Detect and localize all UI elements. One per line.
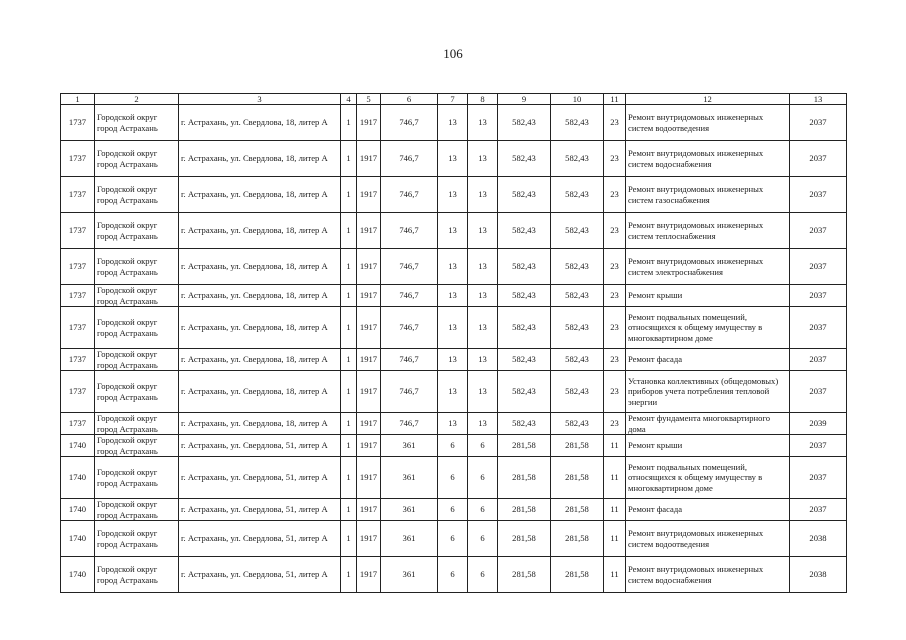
column-8-cell: 13 bbox=[468, 213, 498, 249]
column-10-cell: 582,43 bbox=[551, 249, 604, 285]
column-8-cell: 13 bbox=[468, 349, 498, 371]
record-number-cell: 1737 bbox=[61, 349, 95, 371]
work-type-cell: Ремонт подвальных помещений, относящихся к общему имуществу в многоквартирном доме bbox=[626, 457, 790, 499]
column-7-cell: 13 bbox=[438, 177, 468, 213]
column-10-cell: 281,58 bbox=[551, 457, 604, 499]
column-9-cell: 281,58 bbox=[498, 521, 551, 557]
column-header: 1 bbox=[61, 94, 95, 105]
due-year-cell: 2037 bbox=[790, 457, 847, 499]
due-year-cell: 2037 bbox=[790, 141, 847, 177]
table-row bbox=[61, 413, 847, 435]
address-cell: г. Астрахань, ул. Свердлова, 18, литер А bbox=[179, 213, 341, 249]
column-11-cell: 11 bbox=[604, 521, 626, 557]
district-cell: Городской округ город Астрахань bbox=[95, 521, 179, 557]
column-4-cell: 1 bbox=[341, 177, 357, 213]
column-7-cell: 13 bbox=[438, 105, 468, 141]
table-header bbox=[61, 94, 847, 105]
record-number-cell: 1737 bbox=[61, 213, 95, 249]
column-11-cell: 23 bbox=[604, 371, 626, 413]
due-year-cell: 2037 bbox=[790, 435, 847, 457]
column-4-cell: 1 bbox=[341, 457, 357, 499]
column-10-cell: 281,58 bbox=[551, 521, 604, 557]
column-11-cell: 23 bbox=[604, 105, 626, 141]
area-cell: 361 bbox=[381, 521, 438, 557]
due-year-cell: 2037 bbox=[790, 213, 847, 249]
due-year-cell: 2037 bbox=[790, 285, 847, 307]
column-header: 9 bbox=[498, 94, 551, 105]
area-cell: 746,7 bbox=[381, 249, 438, 285]
table-row bbox=[61, 521, 847, 557]
table-row bbox=[61, 499, 847, 521]
work-type-cell: Ремонт крыши bbox=[626, 285, 790, 307]
column-4-cell: 1 bbox=[341, 307, 357, 349]
column-7-cell: 6 bbox=[438, 435, 468, 457]
column-header: 10 bbox=[551, 94, 604, 105]
table-row bbox=[61, 105, 847, 141]
column-9-cell: 281,58 bbox=[498, 457, 551, 499]
column-7-cell: 13 bbox=[438, 307, 468, 349]
column-4-cell: 1 bbox=[341, 521, 357, 557]
column-9-cell: 582,43 bbox=[498, 213, 551, 249]
address-cell: г. Астрахань, ул. Свердлова, 51, литер А bbox=[179, 557, 341, 593]
record-number-cell: 1737 bbox=[61, 249, 95, 285]
area-cell: 361 bbox=[381, 557, 438, 593]
column-header: 12 bbox=[626, 94, 790, 105]
district-cell: Городской округ город Астрахань bbox=[95, 285, 179, 307]
column-11-cell: 23 bbox=[604, 349, 626, 371]
column-4-cell: 1 bbox=[341, 435, 357, 457]
column-8-cell: 6 bbox=[468, 435, 498, 457]
due-year-cell: 2037 bbox=[790, 105, 847, 141]
address-cell: г. Астрахань, ул. Свердлова, 18, литер А bbox=[179, 413, 341, 435]
year-cell: 1917 bbox=[357, 141, 381, 177]
table-row bbox=[61, 249, 847, 285]
address-cell: г. Астрахань, ул. Свердлова, 18, литер А bbox=[179, 285, 341, 307]
table-row bbox=[61, 435, 847, 457]
column-10-cell: 582,43 bbox=[551, 349, 604, 371]
column-8-cell: 13 bbox=[468, 307, 498, 349]
district-cell: Городской округ город Астрахань bbox=[95, 435, 179, 457]
column-8-cell: 6 bbox=[468, 521, 498, 557]
area-cell: 361 bbox=[381, 499, 438, 521]
due-year-cell: 2037 bbox=[790, 249, 847, 285]
column-9-cell: 281,58 bbox=[498, 557, 551, 593]
address-cell: г. Астрахань, ул. Свердлова, 51, литер А bbox=[179, 435, 341, 457]
due-year-cell: 2037 bbox=[790, 307, 847, 349]
address-cell: г. Астрахань, ул. Свердлова, 18, литер А bbox=[179, 105, 341, 141]
column-8-cell: 13 bbox=[468, 371, 498, 413]
column-9-cell: 582,43 bbox=[498, 371, 551, 413]
column-10-cell: 582,43 bbox=[551, 105, 604, 141]
address-cell: г. Астрахань, ул. Свердлова, 18, литер А bbox=[179, 141, 341, 177]
year-cell: 1917 bbox=[357, 499, 381, 521]
column-4-cell: 1 bbox=[341, 249, 357, 285]
column-8-cell: 13 bbox=[468, 413, 498, 435]
column-10-cell: 281,58 bbox=[551, 499, 604, 521]
record-number-cell: 1740 bbox=[61, 435, 95, 457]
column-9-cell: 582,43 bbox=[498, 285, 551, 307]
column-8-cell: 6 bbox=[468, 499, 498, 521]
capital-repair-table bbox=[60, 93, 847, 593]
due-year-cell: 2037 bbox=[790, 349, 847, 371]
record-number-cell: 1740 bbox=[61, 457, 95, 499]
column-7-cell: 6 bbox=[438, 557, 468, 593]
district-cell: Городской округ город Астрахань bbox=[95, 141, 179, 177]
due-year-cell: 2039 bbox=[790, 413, 847, 435]
column-9-cell: 582,43 bbox=[498, 307, 551, 349]
work-type-cell: Ремонт внутридомовых инженерных систем водоснабжения bbox=[626, 141, 790, 177]
address-cell: г. Астрахань, ул. Свердлова, 18, литер А bbox=[179, 177, 341, 213]
column-10-cell: 582,43 bbox=[551, 371, 604, 413]
column-7-cell: 13 bbox=[438, 285, 468, 307]
area-cell: 361 bbox=[381, 457, 438, 499]
district-cell: Городской округ город Астрахань bbox=[95, 457, 179, 499]
district-cell: Городской округ город Астрахань bbox=[95, 249, 179, 285]
column-9-cell: 582,43 bbox=[498, 349, 551, 371]
year-cell: 1917 bbox=[357, 349, 381, 371]
work-type-cell: Ремонт внутридомовых инженерных систем водоснабжения bbox=[626, 557, 790, 593]
record-number-cell: 1740 bbox=[61, 499, 95, 521]
district-cell: Городской округ город Астрахань bbox=[95, 499, 179, 521]
district-cell: Городской округ город Астрахань bbox=[95, 177, 179, 213]
address-cell: г. Астрахань, ул. Свердлова, 18, литер А bbox=[179, 371, 341, 413]
column-4-cell: 1 bbox=[341, 499, 357, 521]
column-8-cell: 13 bbox=[468, 177, 498, 213]
year-cell: 1917 bbox=[357, 177, 381, 213]
table-row bbox=[61, 349, 847, 371]
column-7-cell: 6 bbox=[438, 499, 468, 521]
district-cell: Городской округ город Астрахань bbox=[95, 105, 179, 141]
column-10-cell: 281,58 bbox=[551, 557, 604, 593]
column-11-cell: 11 bbox=[604, 499, 626, 521]
table-body bbox=[61, 105, 847, 593]
column-9-cell: 582,43 bbox=[498, 249, 551, 285]
record-number-cell: 1737 bbox=[61, 371, 95, 413]
column-10-cell: 582,43 bbox=[551, 413, 604, 435]
column-7-cell: 6 bbox=[438, 457, 468, 499]
column-8-cell: 13 bbox=[468, 141, 498, 177]
column-10-cell: 582,43 bbox=[551, 285, 604, 307]
column-10-cell: 582,43 bbox=[551, 213, 604, 249]
column-4-cell: 1 bbox=[341, 371, 357, 413]
column-header: 6 bbox=[381, 94, 438, 105]
column-11-cell: 23 bbox=[604, 413, 626, 435]
work-type-cell: Ремонт крыши bbox=[626, 435, 790, 457]
district-cell: Городской округ город Астрахань bbox=[95, 213, 179, 249]
work-type-cell: Ремонт внутридомовых инженерных систем электроснабжения bbox=[626, 249, 790, 285]
column-header: 4 bbox=[341, 94, 357, 105]
area-cell: 746,7 bbox=[381, 371, 438, 413]
column-4-cell: 1 bbox=[341, 285, 357, 307]
record-number-cell: 1737 bbox=[61, 285, 95, 307]
address-cell: г. Астрахань, ул. Свердлова, 18, литер А bbox=[179, 249, 341, 285]
column-7-cell: 13 bbox=[438, 249, 468, 285]
column-4-cell: 1 bbox=[341, 105, 357, 141]
district-cell: Городской округ город Астрахань bbox=[95, 371, 179, 413]
column-8-cell: 6 bbox=[468, 457, 498, 499]
column-header: 13 bbox=[790, 94, 847, 105]
work-type-cell: Ремонт внутридомовых инженерных систем газоснабжения bbox=[626, 177, 790, 213]
work-type-cell: Ремонт внутридомовых инженерных систем теплоснабжения bbox=[626, 213, 790, 249]
table-row bbox=[61, 141, 847, 177]
column-8-cell: 13 bbox=[468, 105, 498, 141]
due-year-cell: 2038 bbox=[790, 521, 847, 557]
work-type-cell: Ремонт внутридомовых инженерных систем водоотведения bbox=[626, 521, 790, 557]
column-header: 3 bbox=[179, 94, 341, 105]
record-number-cell: 1740 bbox=[61, 521, 95, 557]
table-row bbox=[61, 177, 847, 213]
area-cell: 746,7 bbox=[381, 105, 438, 141]
area-cell: 746,7 bbox=[381, 349, 438, 371]
address-cell: г. Астрахань, ул. Свердлова, 51, литер А bbox=[179, 499, 341, 521]
column-10-cell: 582,43 bbox=[551, 307, 604, 349]
year-cell: 1917 bbox=[357, 105, 381, 141]
year-cell: 1917 bbox=[357, 307, 381, 349]
district-cell: Городской округ город Астрахань bbox=[95, 349, 179, 371]
table-row bbox=[61, 307, 847, 349]
year-cell: 1917 bbox=[357, 557, 381, 593]
district-cell: Городской округ город Астрахань bbox=[95, 413, 179, 435]
column-4-cell: 1 bbox=[341, 141, 357, 177]
column-11-cell: 23 bbox=[604, 285, 626, 307]
address-cell: г. Астрахань, ул. Свердлова, 51, литер А bbox=[179, 521, 341, 557]
column-7-cell: 13 bbox=[438, 349, 468, 371]
column-header: 5 bbox=[357, 94, 381, 105]
record-number-cell: 1737 bbox=[61, 105, 95, 141]
work-type-cell: Ремонт фасада bbox=[626, 499, 790, 521]
due-year-cell: 2037 bbox=[790, 371, 847, 413]
column-header: 7 bbox=[438, 94, 468, 105]
column-11-cell: 23 bbox=[604, 249, 626, 285]
table-row bbox=[61, 285, 847, 307]
column-header: 2 bbox=[95, 94, 179, 105]
year-cell: 1917 bbox=[357, 249, 381, 285]
column-8-cell: 6 bbox=[468, 557, 498, 593]
column-4-cell: 1 bbox=[341, 213, 357, 249]
column-9-cell: 582,43 bbox=[498, 141, 551, 177]
table-row bbox=[61, 213, 847, 249]
column-7-cell: 13 bbox=[438, 371, 468, 413]
record-number-cell: 1737 bbox=[61, 177, 95, 213]
table-row bbox=[61, 457, 847, 499]
record-number-cell: 1740 bbox=[61, 557, 95, 593]
table-row bbox=[61, 371, 847, 413]
year-cell: 1917 bbox=[357, 435, 381, 457]
table-row bbox=[61, 557, 847, 593]
column-10-cell: 582,43 bbox=[551, 141, 604, 177]
column-number-row bbox=[61, 94, 847, 105]
page-number: 106 bbox=[443, 46, 463, 61]
due-year-cell: 2038 bbox=[790, 557, 847, 593]
area-cell: 746,7 bbox=[381, 213, 438, 249]
column-header: 11 bbox=[604, 94, 626, 105]
column-11-cell: 23 bbox=[604, 141, 626, 177]
area-cell: 746,7 bbox=[381, 285, 438, 307]
year-cell: 1917 bbox=[357, 285, 381, 307]
column-7-cell: 13 bbox=[438, 141, 468, 177]
column-4-cell: 1 bbox=[341, 413, 357, 435]
column-9-cell: 582,43 bbox=[498, 105, 551, 141]
district-cell: Городской округ город Астрахань bbox=[95, 307, 179, 349]
year-cell: 1917 bbox=[357, 213, 381, 249]
column-header: 8 bbox=[468, 94, 498, 105]
column-7-cell: 6 bbox=[438, 521, 468, 557]
area-cell: 746,7 bbox=[381, 413, 438, 435]
work-type-cell: Ремонт фундамента многоквартирного дома bbox=[626, 413, 790, 435]
column-10-cell: 281,58 bbox=[551, 435, 604, 457]
column-8-cell: 13 bbox=[468, 285, 498, 307]
column-7-cell: 13 bbox=[438, 413, 468, 435]
address-cell: г. Астрахань, ул. Свердлова, 18, литер А bbox=[179, 307, 341, 349]
column-9-cell: 281,58 bbox=[498, 499, 551, 521]
district-cell: Городской округ город Астрахань bbox=[95, 557, 179, 593]
year-cell: 1917 bbox=[357, 413, 381, 435]
year-cell: 1917 bbox=[357, 371, 381, 413]
record-number-cell: 1737 bbox=[61, 141, 95, 177]
record-number-cell: 1737 bbox=[61, 307, 95, 349]
area-cell: 746,7 bbox=[381, 177, 438, 213]
year-cell: 1917 bbox=[357, 457, 381, 499]
address-cell: г. Астрахань, ул. Свердлова, 51, литер А bbox=[179, 457, 341, 499]
column-4-cell: 1 bbox=[341, 557, 357, 593]
column-8-cell: 13 bbox=[468, 249, 498, 285]
due-year-cell: 2037 bbox=[790, 177, 847, 213]
column-11-cell: 11 bbox=[604, 435, 626, 457]
record-number-cell: 1737 bbox=[61, 413, 95, 435]
area-cell: 746,7 bbox=[381, 141, 438, 177]
address-cell: г. Астрахань, ул. Свердлова, 18, литер А bbox=[179, 349, 341, 371]
due-year-cell: 2037 bbox=[790, 499, 847, 521]
column-9-cell: 582,43 bbox=[498, 177, 551, 213]
work-type-cell: Ремонт фасада bbox=[626, 349, 790, 371]
column-10-cell: 582,43 bbox=[551, 177, 604, 213]
column-11-cell: 11 bbox=[604, 557, 626, 593]
work-type-cell: Ремонт подвальных помещений, относящихся к общему имуществу в многоквартирном доме bbox=[626, 307, 790, 349]
column-4-cell: 1 bbox=[341, 349, 357, 371]
column-9-cell: 582,43 bbox=[498, 413, 551, 435]
column-7-cell: 13 bbox=[438, 213, 468, 249]
work-type-cell: Установка коллективных (общедомовых) приборов учета потребления тепловой энергии bbox=[626, 371, 790, 413]
column-9-cell: 281,58 bbox=[498, 435, 551, 457]
year-cell: 1917 bbox=[357, 521, 381, 557]
column-11-cell: 23 bbox=[604, 177, 626, 213]
column-11-cell: 23 bbox=[604, 213, 626, 249]
area-cell: 361 bbox=[381, 435, 438, 457]
work-type-cell: Ремонт внутридомовых инженерных систем водоотведения bbox=[626, 105, 790, 141]
column-11-cell: 23 bbox=[604, 307, 626, 349]
column-11-cell: 11 bbox=[604, 457, 626, 499]
area-cell: 746,7 bbox=[381, 307, 438, 349]
